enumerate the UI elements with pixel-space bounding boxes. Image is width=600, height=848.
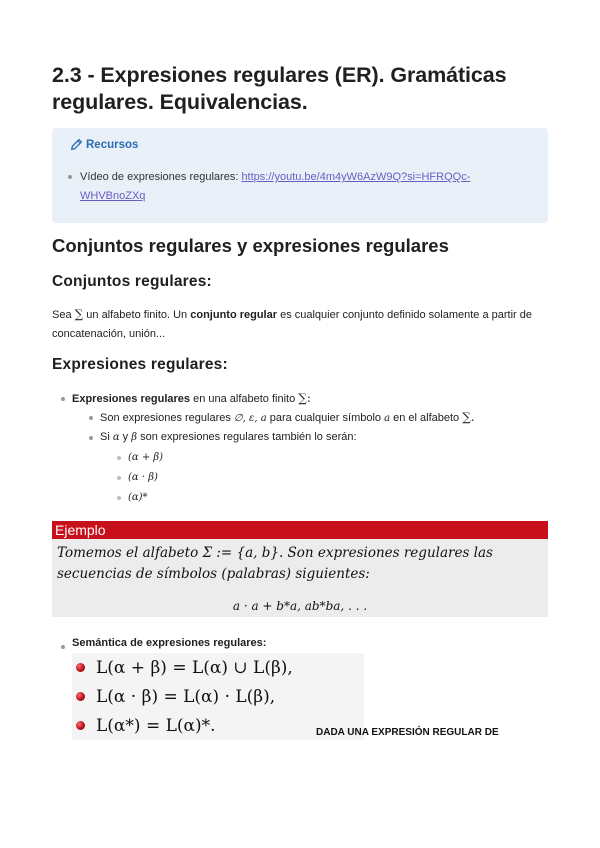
semantic-equation: L(α*) = L(α)*. (96, 716, 216, 736)
semantic-rule (72, 684, 364, 710)
para-text: es cualquier conjunto definido solamente a partir de concatenación, unión... (52, 309, 533, 340)
bullet-icon (117, 496, 121, 500)
resource-item (80, 168, 530, 206)
callout-heading (70, 138, 138, 151)
section-heading: Conjuntos regulares y expresiones regulares (52, 235, 449, 256)
bullet-icon (89, 436, 93, 440)
semantic-equation: L(α + β) = L(α) ∪ L(β), (96, 658, 293, 678)
math-inline: (α · β) (128, 472, 158, 483)
red-ball-icon (76, 663, 85, 672)
math-inline: ∅, ε, a (233, 413, 267, 424)
bullet-icon (61, 397, 65, 401)
caps-caption: DADA UNA EXPRESIÓN REGULAR DE (316, 727, 499, 738)
page-title: 2.3 - Expresiones regulares (ER). Gramáticas regulares. Equivalencias. (52, 63, 507, 114)
list-bold: Expresiones regulares (72, 393, 191, 405)
math-inline: β (131, 432, 138, 443)
list-item (128, 448, 163, 467)
subheading-regular-expressions: Expresiones regulares: (52, 356, 228, 373)
math-inline: α (112, 432, 120, 443)
sum-symbol: ∑ (74, 307, 84, 321)
example-header-text: Ejemplo (55, 522, 106, 538)
video-link[interactable]: https://youtu.be/4m4yW6AzW9Q?si=HFRQQc-WHVBnoZXq (80, 171, 471, 202)
example-header (52, 521, 548, 539)
resource-item-label: Vídeo de expresiones regulares: (80, 171, 242, 183)
list-item (128, 468, 158, 487)
semantics-label: Semántica de expresiones regulares: (72, 637, 267, 649)
list-item (100, 408, 540, 428)
list-text: para cualquier símbolo (266, 412, 385, 424)
list-text: Si (100, 431, 113, 443)
math-inline: (α + β) (128, 452, 164, 463)
red-ball-icon (76, 692, 85, 701)
subheading-regular-sets: Conjuntos regulares: (52, 273, 212, 290)
callout-heading-text: Recursos (86, 138, 139, 151)
example-slide-image (52, 521, 548, 617)
example-formula: a · a + b*a, ab*ba, . . . (232, 599, 368, 613)
list-text: y (119, 431, 132, 443)
math-inline: (α)* (128, 492, 148, 503)
para-text: Sea (52, 309, 75, 321)
bullet-icon (117, 476, 121, 480)
math-inline: a (384, 413, 391, 424)
regular-sets-paragraph (52, 305, 548, 344)
list-item (72, 389, 542, 409)
bullet-icon (89, 416, 93, 420)
list-text: son expresiones regulares también lo serán: (137, 431, 357, 443)
sum-symbol: ∑. (462, 410, 475, 424)
resources-callout (52, 128, 548, 223)
bullet-icon (117, 456, 121, 460)
list-item (100, 428, 540, 447)
example-text: Tomemos el alfabeto Σ := {a, b}. Son expresiones regulares las secuencias de símbolos (palabras) siguientes: (57, 545, 493, 582)
para-bold: conjunto regular (190, 309, 278, 321)
semantic-equation: L(α · β) = L(α) · L(β), (96, 687, 276, 707)
list-text: Son expresiones regulares (100, 412, 234, 424)
list-item (128, 488, 148, 507)
sum-symbol: ∑: (298, 391, 311, 405)
bullet-icon (68, 175, 72, 179)
list-text: en el alfabeto (390, 412, 463, 424)
semantic-rule (72, 655, 364, 681)
pencil-icon (70, 138, 83, 151)
para-text: un alfabeto finito. Un (83, 309, 191, 321)
red-ball-icon (76, 721, 85, 730)
list-text: en una alfabeto finito (190, 393, 299, 405)
bullet-icon (61, 645, 65, 649)
